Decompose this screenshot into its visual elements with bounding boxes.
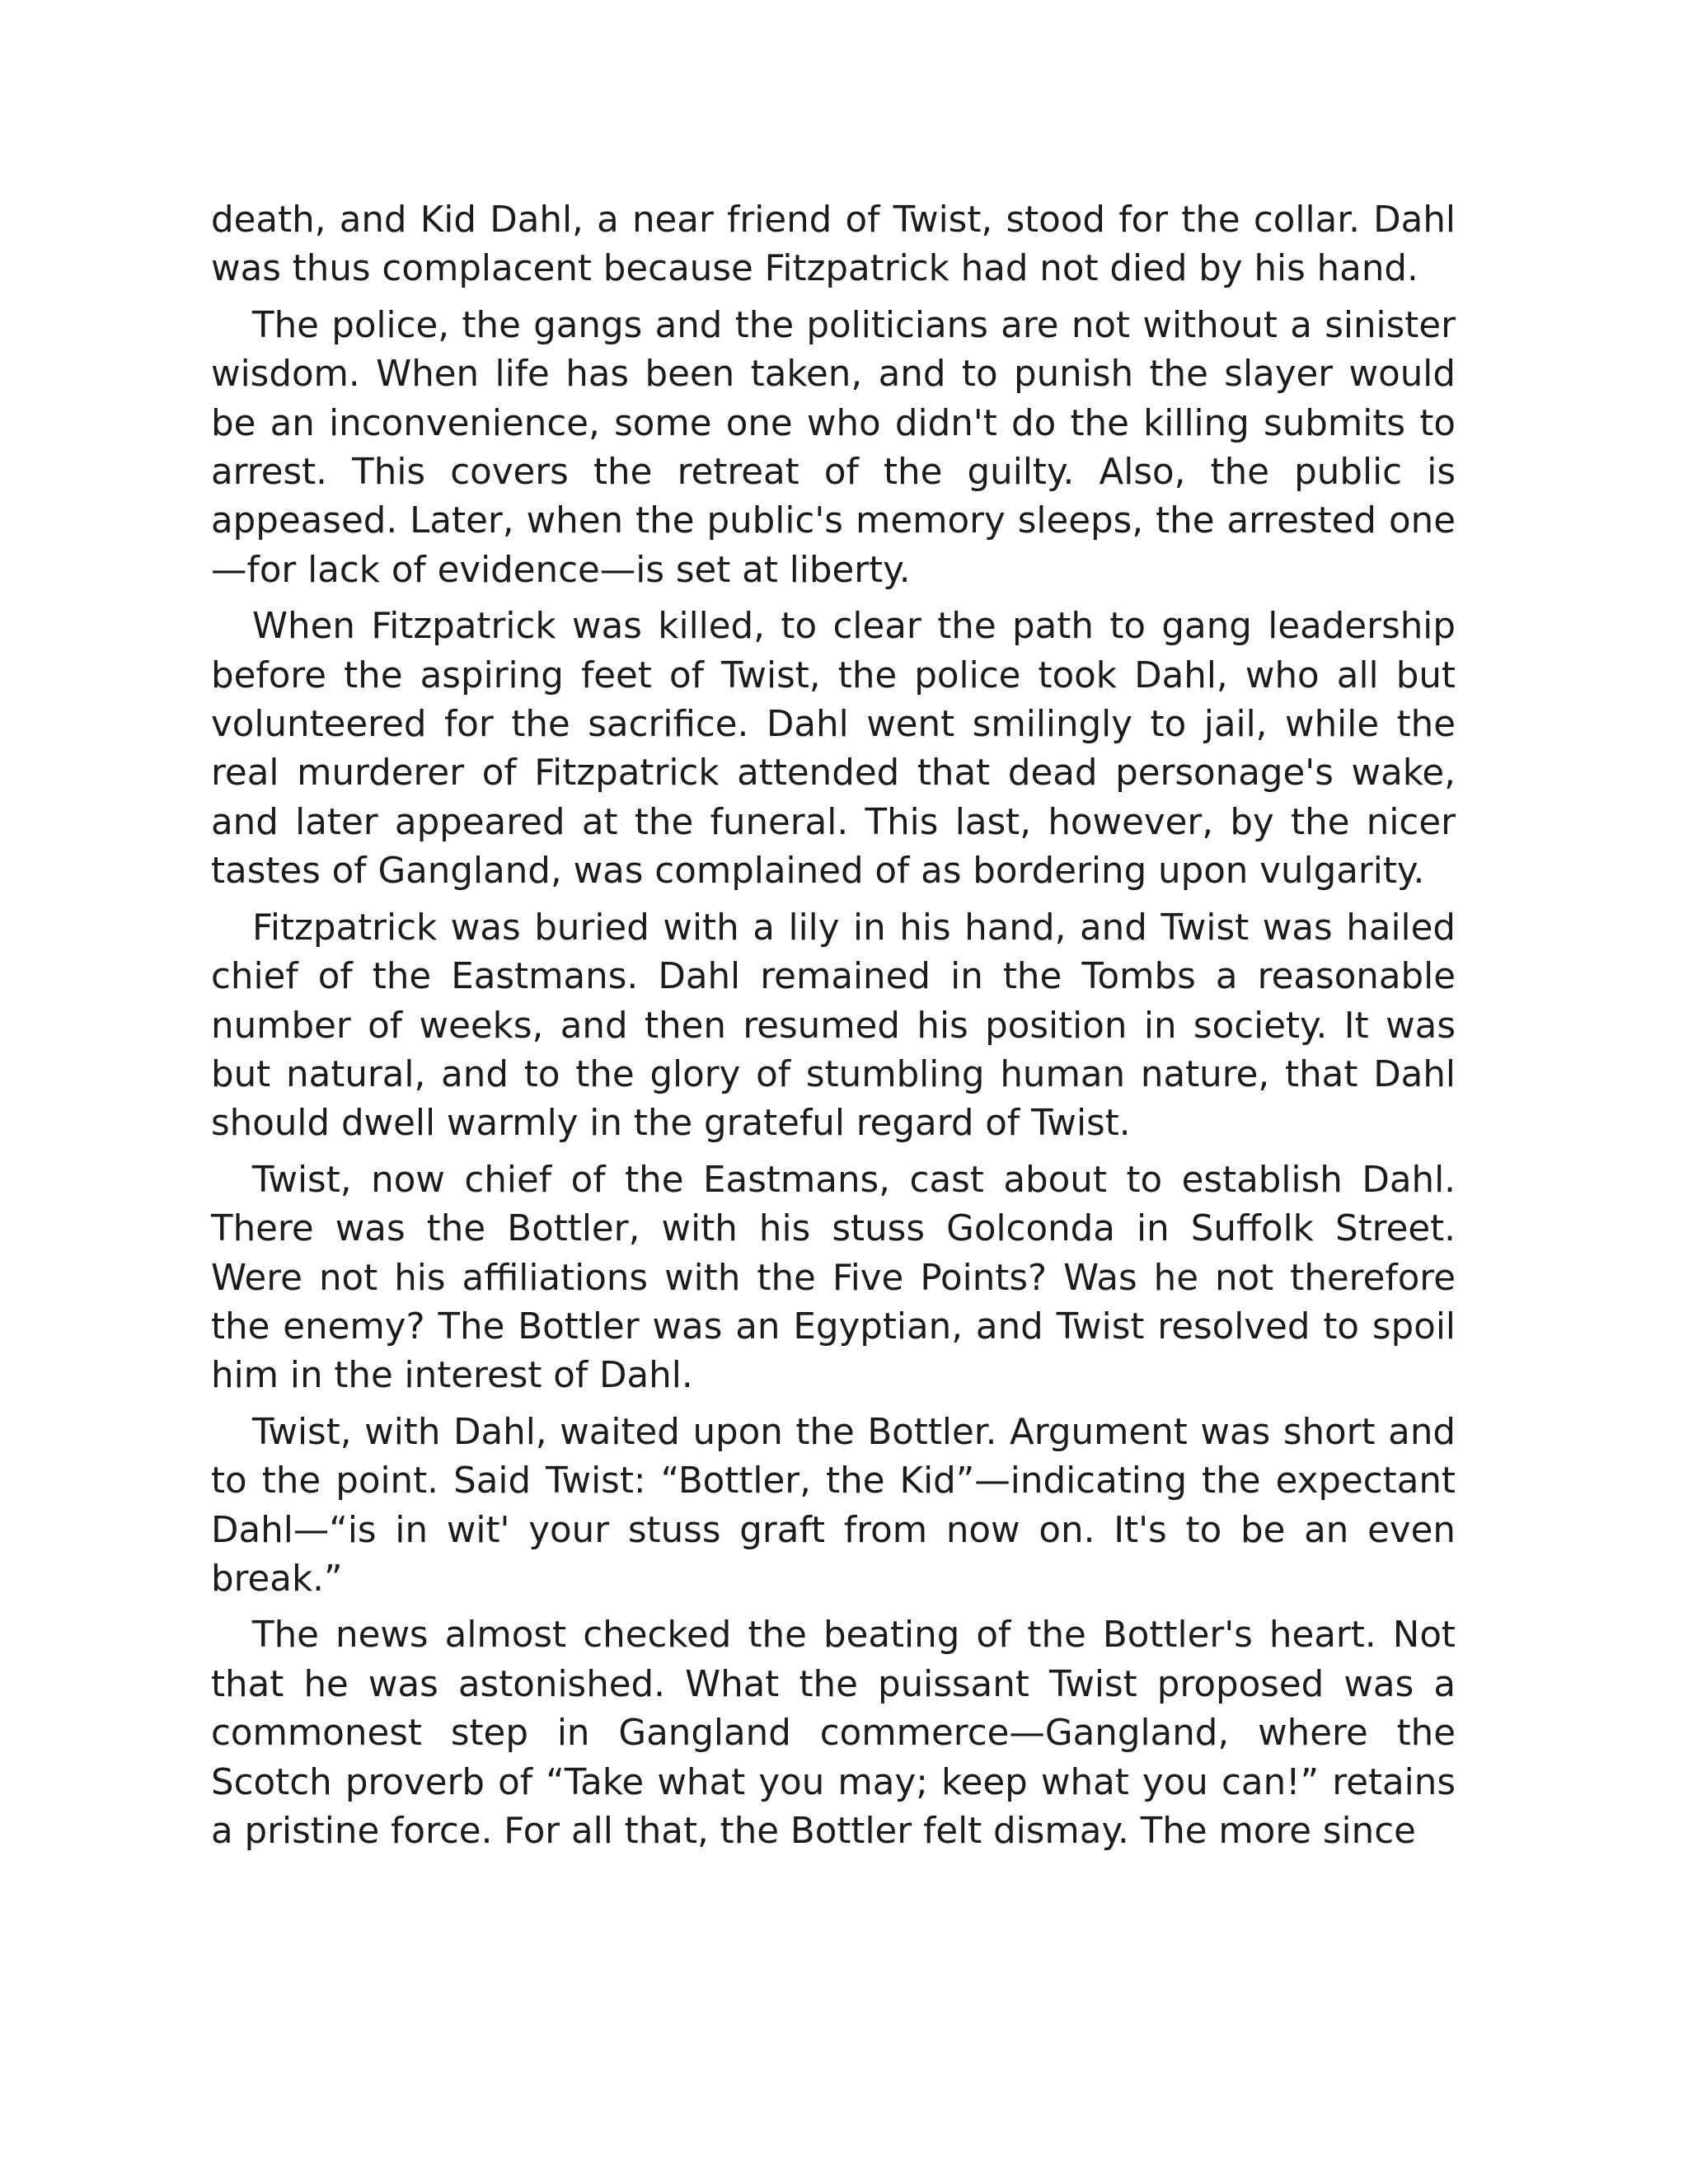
page-text: [211, 196, 1456, 1863]
paragraph-2: The police, the gangs and the politicians are not without a sinister wisdom. When life has been taken, and to punish the slayer would be an inconvenience, some one who didn't do the killing submits to arrest. This covers the retreat of the guilty. Also, the public is appeased. Later, when the public's memory sleeps, the arrested one —for lack of evidence—is set at liberty.: [211, 304, 1456, 591]
paragraph-1: death, and Kid Dahl, a near friend of Twist, stood for the collar. Dahl was thus complacent because Fitzpatrick had not died by his hand.: [211, 199, 1456, 290]
paragraph-5: Twist, now chief of the Eastmans, cast about to establish Dahl. There was the Bottler, with his stuss Golconda in Suffolk Street. Were not his affiliations with the Five Points? Was he not therefore the enemy? The Bottler was an Egyptian, and Twist resolved to spoil him in the interest of Dahl.: [211, 1159, 1456, 1397]
paragraph-4: Fitzpatrick was buried with a lily in his hand, and Twist was hailed chief of the Eastmans. Dahl remained in the Tombs a reasonable number of weeks, and then resumed his position in society. It was but natural, and to the glory of stumbling human nature, that Dahl should dwell warmly in the grateful regard of Twist.: [211, 907, 1456, 1145]
paragraph-6: Twist, with Dahl, waited upon the Bottler. Argument was short and to the point. Said Twist: “Bottler, the Kid”—indicating the expectant Dahl—“is in wit' your stuss graft from now on. It's to be an even break.”: [211, 1411, 1456, 1600]
paragraph-3: When Fitzpatrick was killed, to clear the path to gang leadership before the aspiring feet of Twist, the police took Dahl, who all but volunteered for the sacrifice. Dahl went smilingly to jail, while the real murderer of Fitzpatrick attended that dead personage's wake, and later appeared at the funeral. This last, however, by the nicer tastes of Gangland, was complained of as bordering upon vulgarity.: [211, 606, 1456, 893]
paragraph-7: The news almost checked the beating of the Bottler's heart. Not that he was astonished. What the puissant Twist proposed was a commonest step in Gangland commerce—Gangland, where the Scotch proverb of “Take what you may; keep what you can!” retains a pristine force. For all that, the Bottler felt dismay. The more since: [211, 1615, 1456, 1852]
